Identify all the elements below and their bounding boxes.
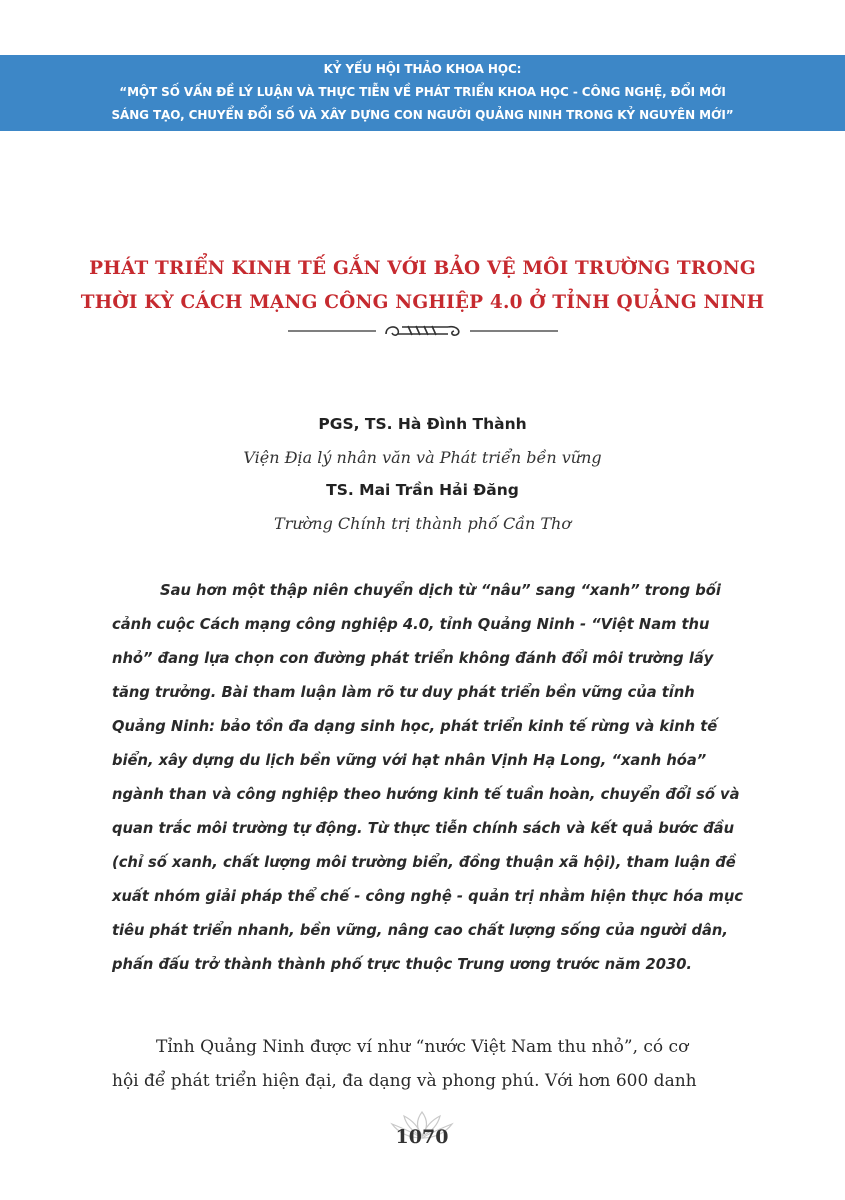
abstract-line: biển, xây dựng du lịch bền vững với hạt nhân Vịnh Hạ Long, “xanh hóa” [112, 752, 707, 769]
abstract [112, 574, 744, 982]
abstract-line: xuất nhóm giải pháp thể chế - công nghệ - quản trị nhằm hiện thực hóa mục [112, 888, 744, 905]
proceedings-header-line-2: “MỘT SỐ VẤN ĐỀ LÝ LUẬN VÀ THỰC TIỄN VỀ PHÁT TRIỂN KHOA HỌC - CÔNG NGHỆ, ĐỔI MỚI [119, 85, 726, 99]
paper-title [40, 252, 805, 320]
proceedings-header-line-1: KỶ YẾU HỘI THẢO KHOA HỌC: [323, 62, 522, 76]
abstract-line: quan trắc môi trường tự động. Từ thực tiễn chính sách và kết quả bước đầu [112, 820, 735, 837]
abstract-line: (chỉ số xanh, chất lượng môi trường biển, đồng thuận xã hội), tham luận đề [112, 854, 736, 871]
author-name: PGS, TS. Hà Đình Thành [318, 415, 527, 433]
author-affiliation: Trường Chính trị thành phố Cần Thơ [274, 514, 571, 533]
ornamental-divider [288, 321, 558, 341]
authors-block [0, 408, 845, 540]
abstract-line: cảnh cuộc Cách mạng công nghiệp 4.0, tỉnh Quảng Ninh - “Việt Nam thu [112, 616, 710, 633]
abstract-line: Sau hơn một thập niên chuyển dịch từ “nâu” sang “xanh” trong bối [160, 582, 721, 599]
abstract-line: nhỏ” đang lựa chọn con đường phát triển không đánh đổi môi trường lấy [112, 650, 714, 667]
author-name: TS. Mai Trần Hải Đăng [326, 481, 519, 499]
paper-title-line-1: PHÁT TRIỂN KINH TẾ GẮN VỚI BẢO VỆ MÔI TRƯỜNG TRONG [89, 258, 756, 279]
abstract-line: Quảng Ninh: bảo tồn đa dạng sinh học, phát triển kinh tế rừng và kinh tế [112, 718, 718, 735]
body-line: hội để phát triển hiện đại, đa dạng và phong phú. Với hơn 600 danh [112, 1071, 697, 1091]
body-line: Tỉnh Quảng Ninh được ví như “nước Việt Nam thu nhỏ”, có cơ [156, 1037, 689, 1057]
divider-ornament-icon [386, 326, 459, 335]
proceedings-header-band [0, 55, 845, 131]
abstract-line: tăng trưởng. Bài tham luận làm rõ tư duy phát triển bền vững của tỉnh [112, 684, 695, 701]
body-paragraph [112, 1030, 744, 1098]
abstract-line: tiêu phát triển nhanh, bền vững, nâng cao chất lượng sống của người dân, [112, 922, 728, 939]
abstract-line: ngành than và công nghiệp theo hướng kinh tế tuần hoàn, chuyển đổi số và [112, 786, 740, 803]
abstract-line: phấn đấu trở thành thành phố trực thuộc Trung ương trước năm 2030. [112, 956, 692, 973]
page-number: 1070 [395, 1126, 449, 1148]
proceedings-header-line-3: SÁNG TẠO, CHUYỂN ĐỔI SỐ VÀ XÂY DỰNG CON NGƯỜI QUẢNG NINH TRONG KỶ NGUYÊN MỚI” [111, 108, 734, 122]
author-affiliation: Viện Địa lý nhân văn và Phát triển bền vững [243, 448, 602, 467]
page-number-block [372, 1108, 472, 1168]
paper-title-line-2: THỜI KỲ CÁCH MẠNG CÔNG NGHIỆP 4.0 Ở TỈNH QUẢNG NINH [80, 292, 765, 313]
